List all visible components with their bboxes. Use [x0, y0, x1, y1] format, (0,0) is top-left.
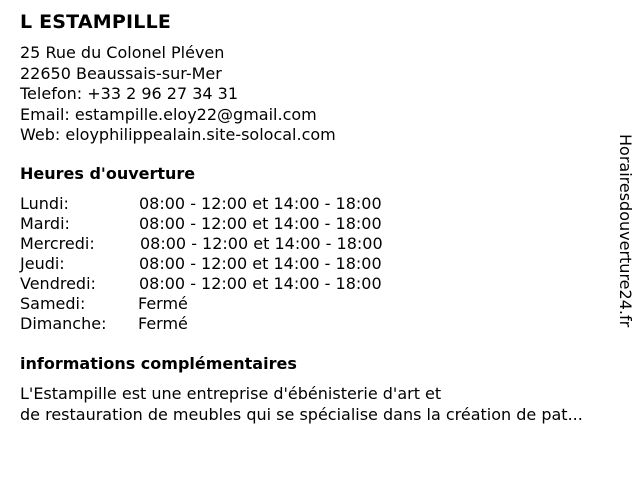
time-value: 08:00 - 12:00 et 14:00 - 18:00	[139, 254, 382, 273]
address-street: 25 Rue du Colonel Pléven	[20, 43, 225, 62]
day-label: Jeudi:	[20, 254, 65, 273]
time-value: 08:00 - 12:00 et 14:00 - 18:00	[139, 274, 382, 293]
watermark-text: Horairesdouverture24.fr	[616, 134, 635, 328]
day-label: Samedi:	[20, 294, 86, 313]
web-text: Web: eloyphilippealain.site-solocal.com	[20, 125, 336, 144]
contact-block	[20, 43, 336, 146]
day-label: Dimanche:	[20, 314, 107, 333]
info-line-2: de restauration de meubles qui se spécialise dans la création de pat...	[20, 404, 583, 424]
address-city: 22650 Beaussais-sur-Mer	[20, 63, 222, 83]
phone-text: Telefon: +33 2 96 27 34 31	[20, 84, 239, 103]
time-value: 08:00 - 12:00 et 14:00 - 18:00	[139, 214, 382, 233]
day-label: Lundi:	[20, 194, 69, 213]
email-text: Email: estampille.eloy22@gmail.com	[20, 104, 317, 124]
business-name: L ESTAMPILLE	[20, 11, 172, 33]
day-label: Mercredi:	[20, 234, 95, 253]
time-value: 08:00 - 12:00 et 14:00 - 18:00	[140, 234, 383, 253]
time-value: Fermé	[138, 294, 188, 313]
time-value: Fermé	[138, 314, 188, 333]
additional-info-text	[20, 384, 635, 425]
time-value: 08:00 - 12:00 et 14:00 - 18:00	[139, 194, 382, 213]
opening-hours-heading: Heures d'ouverture	[20, 164, 196, 183]
watermark-vertical	[614, 134, 636, 346]
additional-info-heading: informations complémentaires	[20, 354, 297, 373]
day-label: Mardi:	[20, 214, 70, 233]
info-line-1: L'Estampille est une entreprise d'ébénisterie d'art et	[20, 384, 442, 403]
day-label: Vendredi:	[20, 274, 96, 293]
